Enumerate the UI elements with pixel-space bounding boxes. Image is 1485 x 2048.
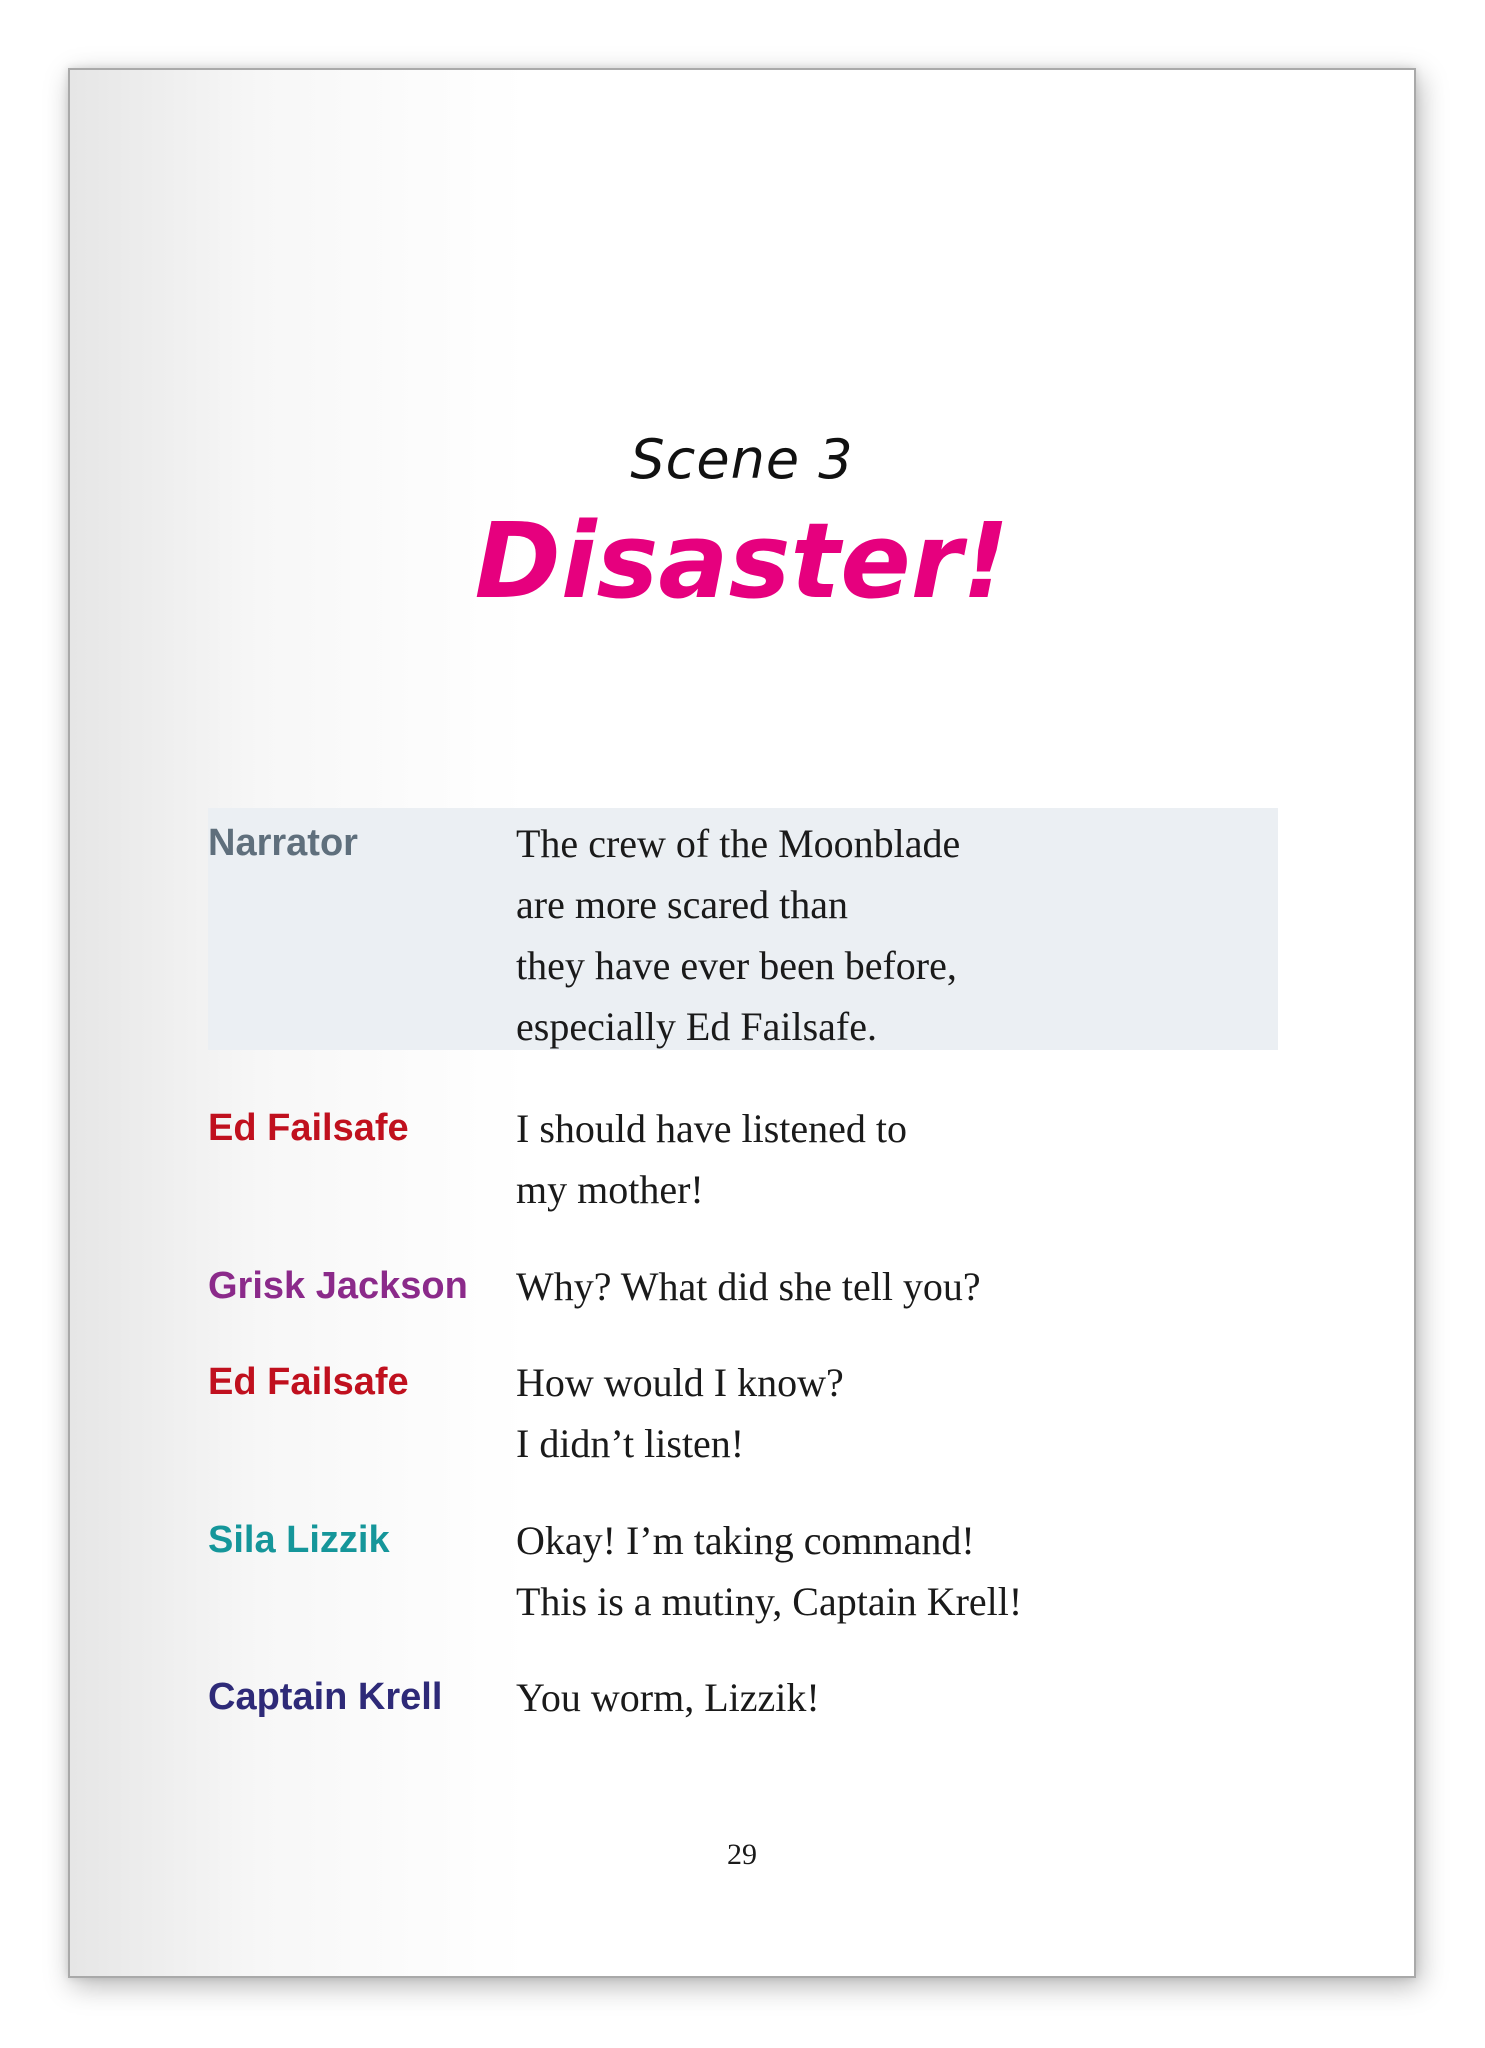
book-page (68, 68, 1416, 1978)
speaker-name: Sila Lizzik (208, 1519, 390, 1561)
speaker-name: Ed Failsafe (208, 1107, 409, 1149)
speech-line: my mother! (516, 1167, 704, 1212)
speaker-name: Captain Krell (208, 1676, 443, 1718)
page-number: 29 (727, 1838, 757, 1871)
speech-line: This is a mutiny, Captain Krell! (516, 1579, 1023, 1624)
speech-text (516, 1352, 844, 1474)
scene-title: Disaster! (474, 500, 1010, 622)
speech-line: I should have listened to (516, 1106, 908, 1151)
speech-line: How would I know? (516, 1360, 844, 1405)
speech-line: they have ever been before, (516, 943, 957, 988)
speech-line: Why? What did she tell you? (516, 1264, 981, 1309)
speech-line: You worm, Lizzik! (516, 1675, 820, 1720)
speech-text (516, 813, 960, 1057)
speech-line: I didn’t listen! (516, 1421, 745, 1466)
speaker-name: Ed Failsafe (208, 1361, 409, 1403)
speech-text (516, 1510, 1022, 1632)
speech-text (516, 1256, 981, 1317)
speech-line: Okay! I’m taking command! (516, 1518, 975, 1563)
speech-line: The crew of the Moonblade (516, 821, 961, 866)
speech-line: especially Ed Failsafe. (516, 1004, 877, 1049)
speaker-name: Narrator (208, 822, 358, 864)
speech-text (516, 1098, 907, 1220)
speaker-name: Grisk Jackson (208, 1265, 468, 1307)
speech-line: are more scared than (516, 882, 849, 927)
scene-label: Scene 3 (630, 428, 854, 491)
speech-text (516, 1667, 820, 1728)
